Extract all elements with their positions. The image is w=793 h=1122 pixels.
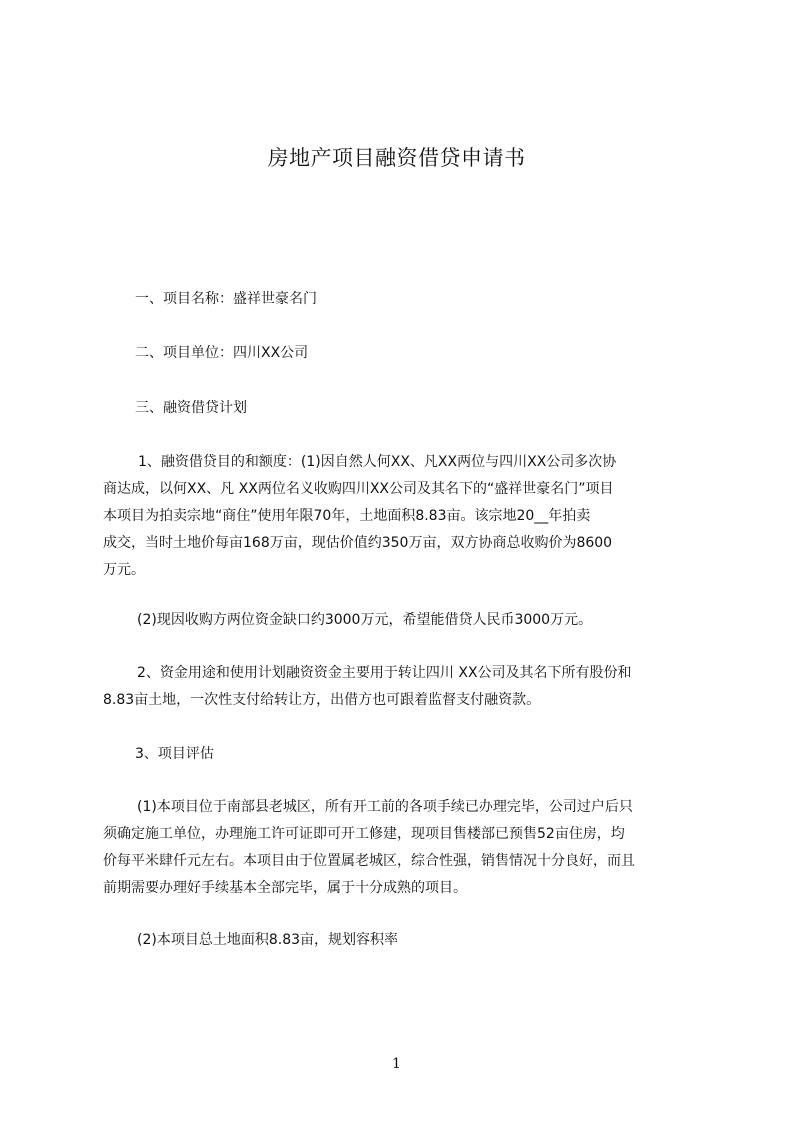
paragraph-line: 1、融资借贷目的和额度：(1)因自然人何XX、凡XX两位与四川XX公司多次协 xyxy=(138,454,617,470)
paragraph-line: 本项目为拍卖宗地“商住”使用年限70年，土地面积8.83亩。该宗地20__年拍卖 xyxy=(103,508,591,524)
section-project-unit: 二、项目单位：四川XX公司 xyxy=(135,345,309,361)
paragraph-line: 价每平米肆仟元左右。本项目由于位置属老城区，综合性强，销售情况十分良好，而且 xyxy=(103,853,635,869)
section-project-name: 一、项目名称：盛祥世豪名门 xyxy=(135,291,317,307)
paragraph-line: 商达成，以何XX、凡 XX两位名义收购四川XX公司及其名下的“盛祥世豪名门”项目 xyxy=(103,481,614,497)
page-number: 1 xyxy=(392,1056,401,1072)
section-project-evaluation: 3、项目评估 xyxy=(135,746,214,762)
paragraph-line: (2)本项目总土地面积8.83亩，规划容积率 xyxy=(137,932,399,948)
paragraph-line: 前期需要办理好手续基本全部完毕，属于十分成熟的项目。 xyxy=(103,880,467,896)
paragraph-line: 成交，当时土地价每亩168万亩，现估价值约350万亩，双方协商总收购价为8600 xyxy=(103,535,613,551)
paragraph-line: 8.83亩土地，一次性支付给转让方，出借方也可跟着监督支付融资款。 xyxy=(103,692,541,708)
paragraph-line: (1)本项目位于南部县老城区，所有开工前的各项手续已办理完毕，公司过户后只 xyxy=(137,799,633,815)
paragraph-line: 万元。 xyxy=(103,562,145,578)
document-title: 房地产项目融资借贷申请书 xyxy=(267,146,526,170)
paragraph-line: 须确定施工单位，办理施工许可证即可开工修建，现项目售楼部已预售52亩住房，均 xyxy=(103,826,625,842)
paragraph-line: 2、资金用途和使用计划融资资金主要用于转让四川 XX公司及其名下所有股份和 xyxy=(137,665,632,681)
paragraph-line: (2)现因收购方两位资金缺口约3000万元，希望能借贷人民币3000万元。 xyxy=(137,612,593,628)
section-financing-plan: 三、融资借贷计划 xyxy=(135,400,247,416)
